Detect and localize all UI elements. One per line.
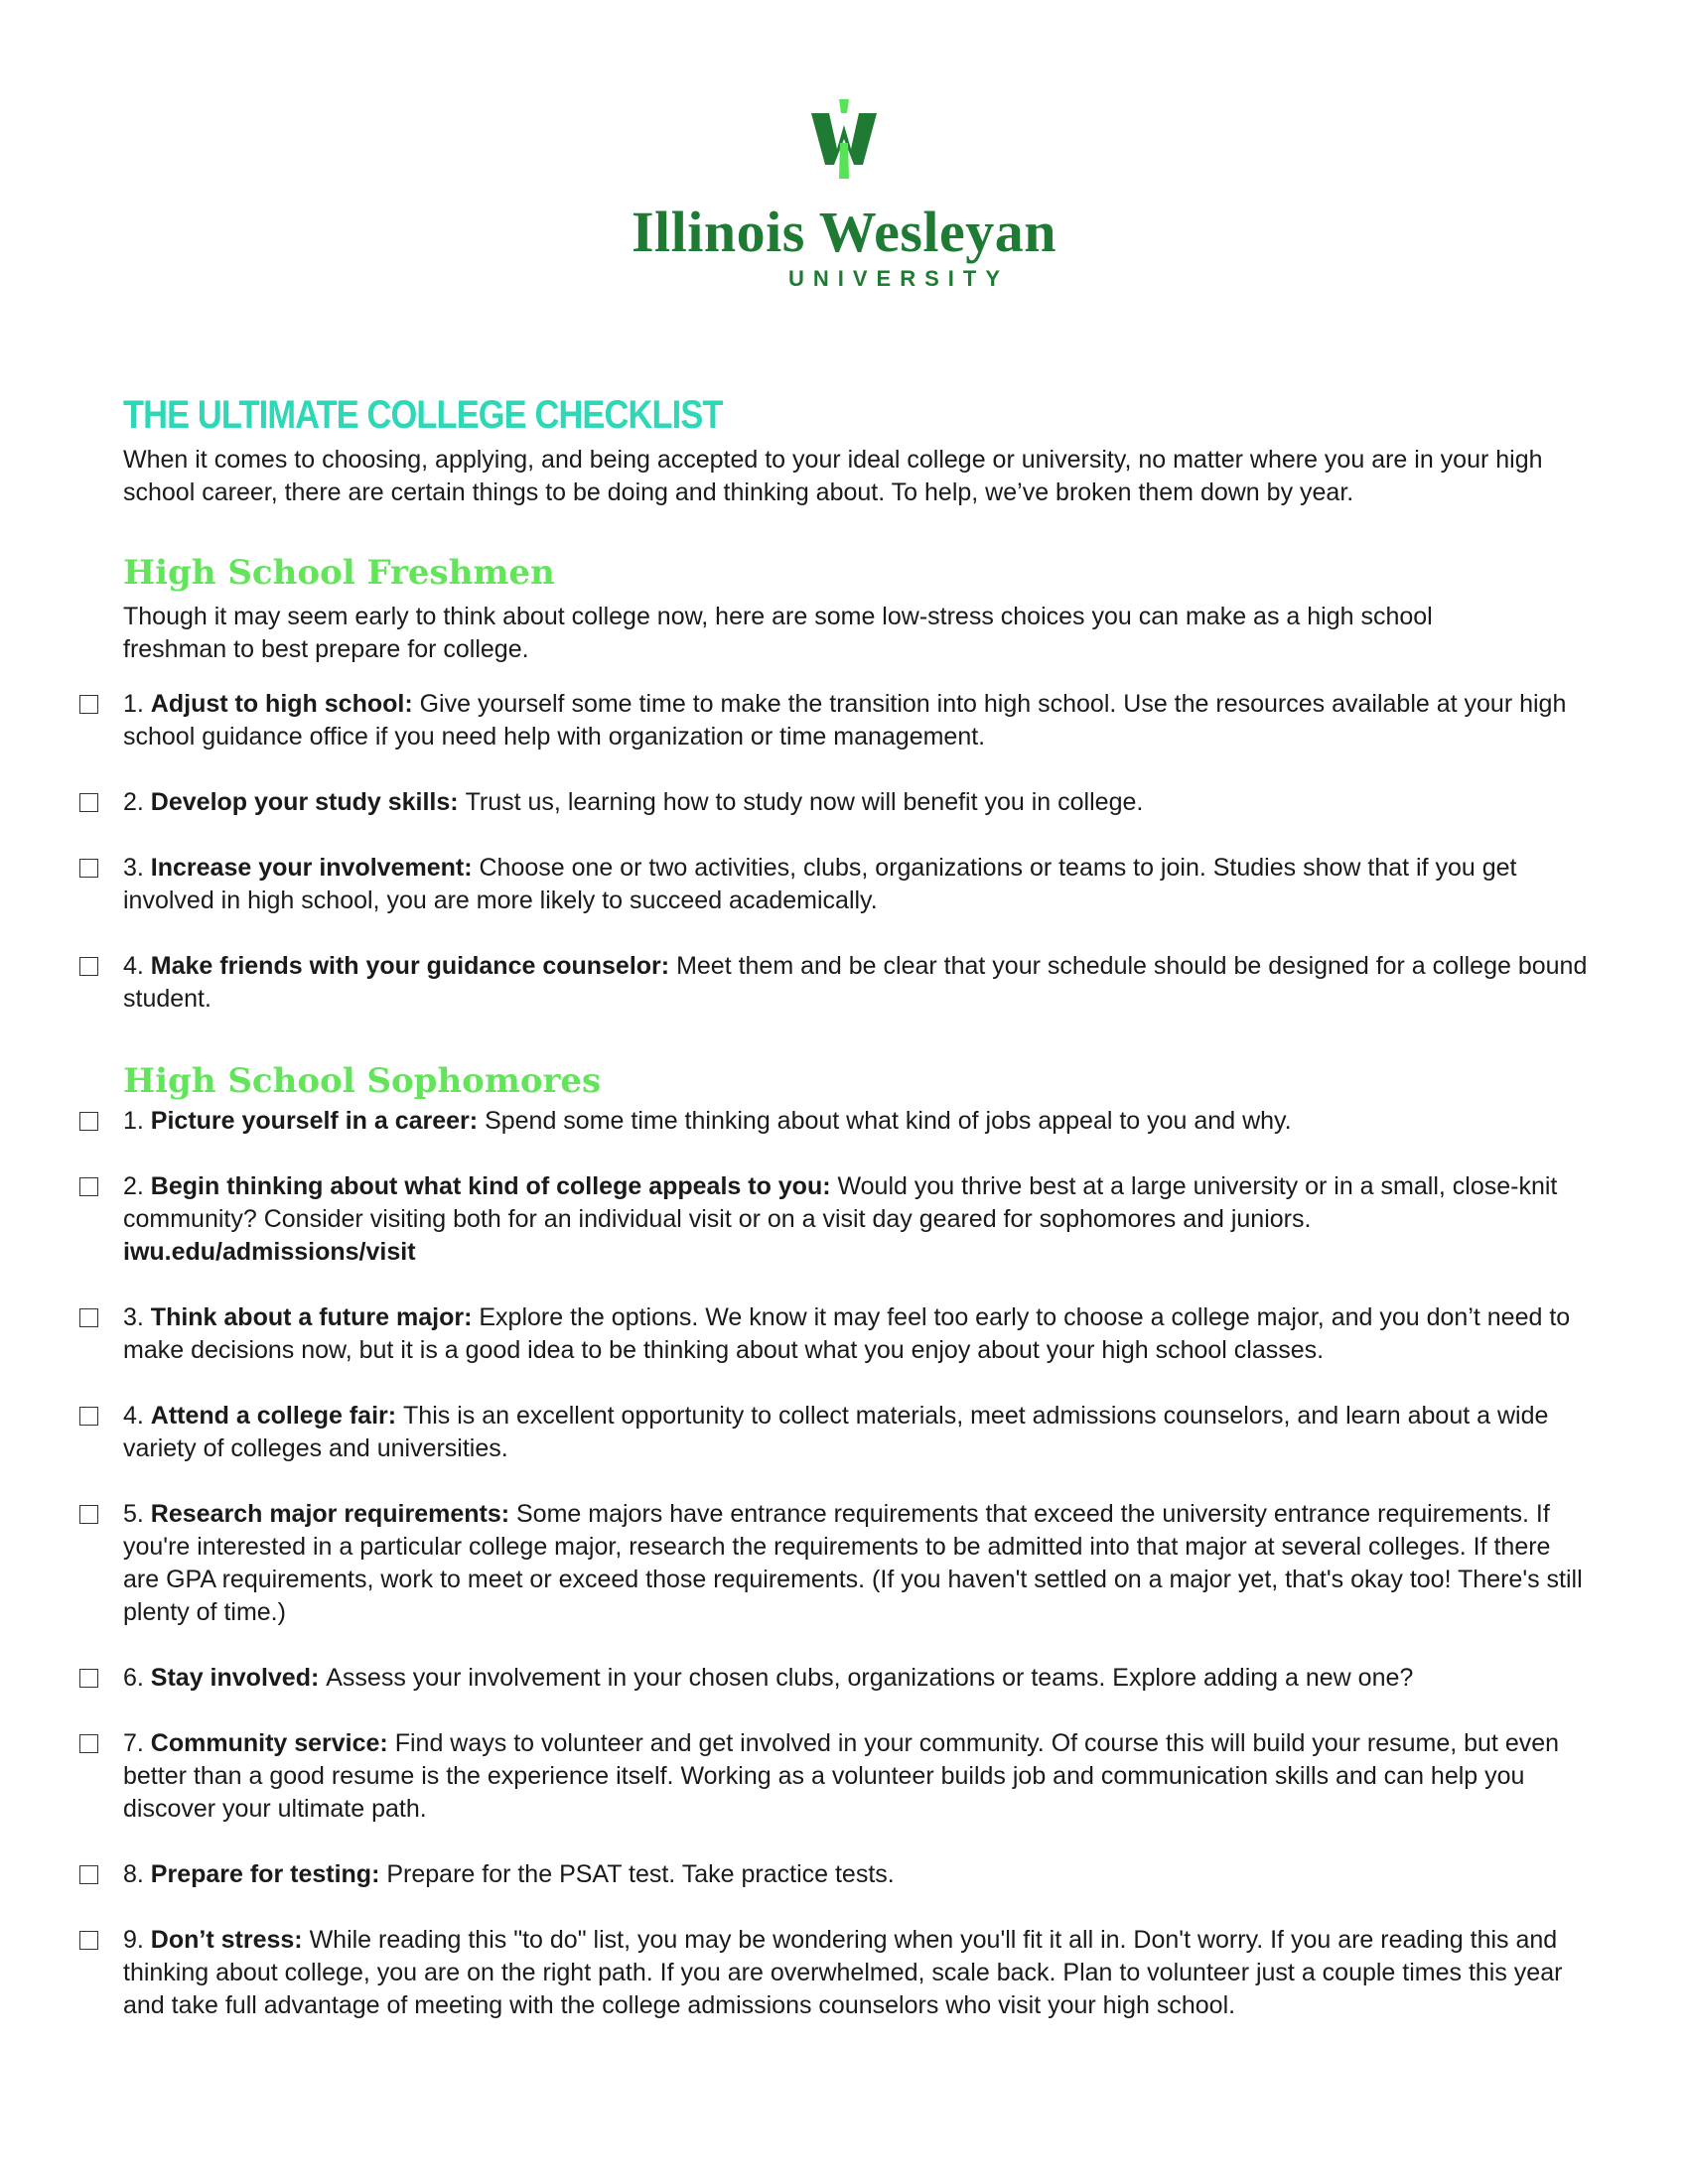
item-number: 7.	[123, 1729, 151, 1757]
item-heading: Adjust to high school:	[150, 690, 420, 718]
item-text: Spend some time thinking about what kind of jobs appeal to you and why.	[485, 1107, 1292, 1135]
item-heading: Research major requirements:	[150, 1500, 516, 1528]
checkbox[interactable]	[79, 1177, 98, 1196]
checklist-item	[123, 1105, 1593, 1138]
university-name: Illinois Wesleyan	[631, 200, 1057, 264]
checkbox[interactable]	[79, 695, 98, 714]
checkbox[interactable]	[79, 1865, 98, 1884]
item-text: Assess your involvement in your chosen clubs, organizations or teams. Explore adding a new one?	[326, 1664, 1414, 1692]
item-text: Give yourself some time to make the transition into high school. Use the resources available at your high school guidance office if you need help with organization or time management.	[123, 690, 1567, 751]
checkbox[interactable]	[79, 1505, 98, 1524]
freshmen-intro: Though it may seem early to think about college now, here are some low-stress choices you can make as a high school freshman to best prepare for college.	[123, 603, 1433, 663]
sophomores-checklist	[123, 1105, 1593, 2022]
item-number: 2.	[123, 788, 151, 816]
iwu-w-logo-icon	[809, 99, 879, 179]
item-text: Prepare for the PSAT test. Take practice tests.	[386, 1860, 895, 1888]
item-text: Some majors have entrance requirements that exceed the university entrance requirements. If you're interested in a particular college major, research the requirements to be admitted into that major at several colleges. If there are GPA requirements, work to meet or exceed those requirements. (If you haven't settled on a major yet, that's okay too! There's still plenty of time.)	[123, 1500, 1583, 1626]
item-number: 5.	[123, 1500, 151, 1528]
checkbox[interactable]	[79, 1931, 98, 1950]
checkbox[interactable]	[79, 1734, 98, 1753]
item-text: Choose one or two activities, clubs, organizations or teams to join. Studies show that if you get involved in high school, you are more likely to succeed academically.	[123, 854, 1517, 914]
checklist-item	[123, 1400, 1593, 1465]
item-heading: Think about a future major:	[150, 1303, 480, 1331]
item-text: Trust us, learning how to study now will benefit you in college.	[465, 788, 1144, 816]
sophomores-heading: High School Sophomores	[123, 1061, 602, 1101]
university-subtitle: UNIVERSITY	[787, 266, 1010, 291]
item-number: 1.	[123, 1107, 151, 1135]
item-number: 8.	[123, 1860, 151, 1888]
checkbox[interactable]	[79, 1308, 98, 1327]
item-text: Meet them and be clear that your schedule should be designed for a college bound student.	[123, 952, 1588, 1013]
checklist-item	[123, 1662, 1593, 1695]
checklist-item	[123, 1170, 1593, 1269]
item-heading: Prepare for testing:	[150, 1860, 387, 1888]
checkbox[interactable]	[79, 1407, 98, 1426]
item-text: Explore the options. We know it may feel too early to choose a college major, and you don’t need to make decisions now, but it is a good idea to be thinking about what you enjoy about your high school classes.	[123, 1303, 1571, 1364]
item-number: 4.	[123, 1402, 151, 1430]
item-text: Would you thrive best at a large university or in a small, close-knit community? Consider visiting both for an individual visit or on a visit day geared for sophomores and juniors.	[123, 1172, 1558, 1233]
checklist-item	[123, 688, 1593, 753]
checklist-item	[123, 786, 1593, 819]
university-logo	[0, 99, 1688, 292]
item-heading: Develop your study skills:	[150, 788, 466, 816]
item-number: 2.	[123, 1172, 151, 1200]
item-number: 4.	[123, 952, 151, 980]
checklist-document	[123, 392, 1593, 2055]
item-heading: Stay involved:	[150, 1664, 327, 1692]
item-heading: Attend a college fair:	[150, 1402, 404, 1430]
item-heading: Make friends with your guidance counselor:	[150, 952, 677, 980]
checkbox[interactable]	[79, 1669, 98, 1688]
document-title: THE ULTIMATE COLLEGE CHECKLIST	[123, 393, 723, 437]
item-number: 6.	[123, 1664, 151, 1692]
checkbox[interactable]	[79, 793, 98, 812]
item-number: 3.	[123, 1303, 151, 1331]
document-intro: When it comes to choosing, applying, and being accepted to your ideal college or university, no matter where you are in your high school career, there are certain things to be doing and thinking about. To help, we’ve broken them down by year.	[123, 446, 1543, 506]
item-text: Find ways to volunteer and get involved in your community. Of course this will build your resume, but even better than a good resume is the experience itself. Working as a volunteer builds job and communication skills and can help you discover your ultimate path.	[123, 1729, 1560, 1823]
checkbox[interactable]	[79, 1112, 98, 1131]
item-heading: Begin thinking about what kind of college appeals to you:	[150, 1172, 838, 1200]
item-number: 3.	[123, 854, 151, 882]
item-heading: Picture yourself in a career:	[150, 1107, 486, 1135]
item-heading: Community service:	[150, 1729, 395, 1757]
item-number: 1.	[123, 690, 151, 718]
checklist-item	[123, 1498, 1593, 1629]
checklist-item	[123, 950, 1593, 1016]
checkbox[interactable]	[79, 859, 98, 878]
visit-link[interactable]: iwu.edu/admissions/visit	[123, 1238, 416, 1266]
freshmen-checklist	[123, 688, 1593, 1016]
checklist-item	[123, 1301, 1593, 1367]
checklist-item	[123, 1727, 1593, 1826]
checklist-item	[123, 852, 1593, 917]
freshmen-heading: High School Freshmen	[123, 553, 555, 593]
checklist-item	[123, 1858, 1593, 1891]
item-text: This is an excellent opportunity to collect materials, meet admissions counselors, and learn about a wide variety of colleges and universities.	[123, 1402, 1549, 1462]
checklist-item	[123, 1924, 1593, 2022]
checkbox[interactable]	[79, 957, 98, 976]
item-heading: Increase your involvement:	[150, 854, 480, 882]
item-heading: Don’t stress:	[150, 1926, 310, 1954]
item-number: 9.	[123, 1926, 151, 1954]
item-text: While reading this "to do" list, you may be wondering when you'll fit it all in. Don't worry. If you are reading this and thinking about college, you are on the right path. If you are overwhelmed, scale back. Plan to volunteer just a couple times this year and take full advantage of meeting with the college admissions counselors who visit your high school.	[123, 1926, 1563, 2019]
